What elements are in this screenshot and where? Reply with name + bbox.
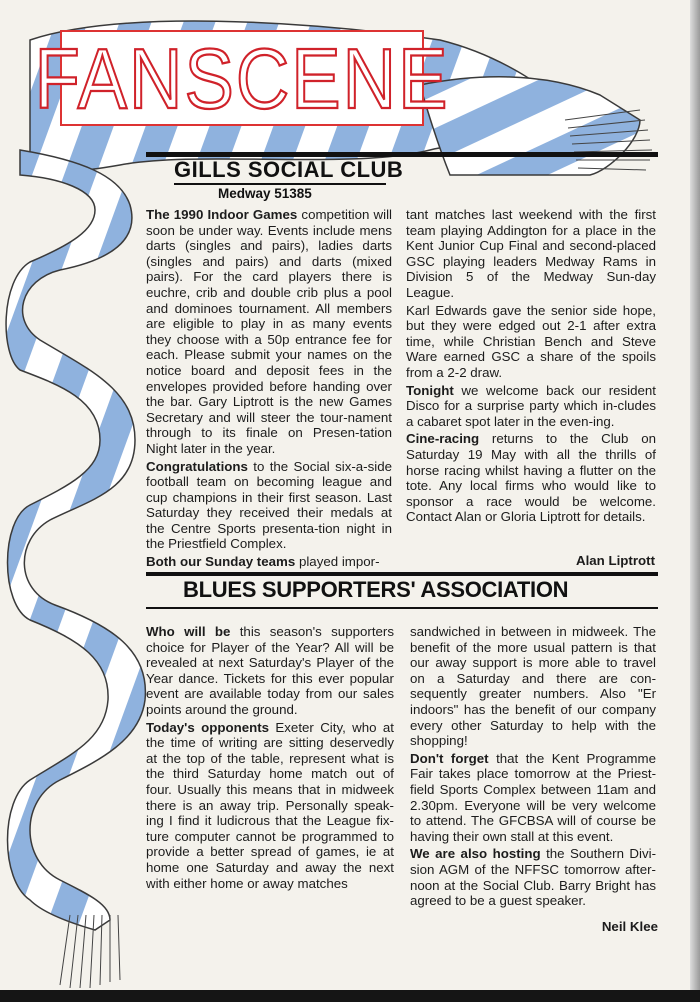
para-lead: Who will be	[146, 624, 231, 639]
gills-para-4	[406, 207, 656, 301]
para-text: Exeter City, who at the time of writing are sitting deservedly at the top of the table, represent what is the third Saturday home match out of four. Usually this means that in midweek there is an away trip. Personally speak-ing I find it ludicrous that the League fix-ture computer cannot be programmed to provide a better spread of games, ie at home one Saturday and away the next with either home or away matches	[146, 719, 395, 891]
para-text: that the Kent Programme Fair takes place tomorrow at the Priest-field Sports Complex between 11am and 2.30pm. Everyone will be very welcome to attend. The GFCBSA will of course be having their own stall at this event.	[410, 750, 656, 844]
para-lead: Cine-racing	[406, 431, 480, 447]
gills-heading: GILLS SOCIAL CLUB	[174, 157, 404, 182]
page-edge	[690, 0, 700, 1002]
para-text: to the Social six-a-side football team on becoming league and cup champions in their first season. Last Saturday they received their medals at the Centre Sports presenta-tion night in the Priestfield Complex.	[146, 458, 392, 552]
gills-signature: Alan Liptrott	[575, 553, 655, 568]
gills-para-2	[146, 459, 392, 553]
gills-para-1	[146, 207, 392, 457]
gills-column-1	[146, 207, 392, 572]
gills-para-7	[406, 431, 656, 525]
gills-column-2	[406, 207, 656, 527]
blues-heading-underline	[146, 607, 658, 609]
para-lead: Both our Sunday teams	[146, 554, 296, 570]
para-lead: The 1990 Indoor Games	[146, 207, 298, 222]
blues-top-rule	[146, 572, 658, 576]
para-lead: Don't forget	[410, 750, 489, 766]
para-lead: Tonight	[406, 382, 454, 398]
para-text: the Southern Divi-sion AGM of the NFFSC tomorrow after-noon at the Social Club. Barry Bright has agreed to be a guest speaker.	[410, 846, 656, 909]
gills-para-3	[146, 554, 392, 570]
blues-para-1	[146, 624, 394, 718]
fanscene-title-box	[34, 30, 450, 126]
para-text: tant matches last weekend with the first team playing Addington for a place in the Kent Junior Cup Final and second-placed GSC playing leaders Medway Rams in Division 5 of the Medway Sun-day League.	[406, 207, 656, 300]
blues-para-2	[146, 720, 394, 892]
para-text: played impor-	[295, 554, 380, 570]
para-text: sandwiched in between in midweek. The benefit of the more usual pattern is that our away support is more able to travel on a Saturday and there are con-sequently greater numbers. Also "Er indoors" has the benefit of our company every other Saturday to help with the shopping!	[410, 624, 656, 749]
blues-column-2	[410, 624, 656, 911]
gills-heading-underline	[174, 183, 386, 185]
blues-para-4	[410, 751, 656, 845]
blues-signature: Neil Klee	[601, 919, 658, 934]
page-title: FANSCENE	[34, 30, 450, 126]
para-text: competition will soon be under way. Events include mens darts (singles and pairs), ladies darts (singles and pairs) and darts (mixed pairs). For the card players there is euchre, crib and double crib plus a pool and dominoes tournament. All members are eligible to play in as many events they choose with a 50p entrance fee for each. Please submit your names on the notice board and deposit fees in the envelopes provided before handing over the bar. Gary Liptrott is the new Games Secretary and will steer the tour-nament through to its finale on Presen-tation Night later in the year.	[146, 207, 392, 456]
blues-heading: BLUES SUPPORTERS' ASSOCIATION	[183, 577, 569, 602]
gills-para-6	[406, 383, 656, 430]
blues-column-1	[146, 624, 394, 893]
scarf-left-spiral	[6, 150, 145, 930]
gills-para-5	[406, 303, 656, 381]
blues-para-3	[410, 624, 656, 749]
para-lead: Congratulations	[146, 458, 248, 474]
para-text: this season's supporters choice for Player of the Year? All will be revealed at next Saturday's Player of the Year dance. Tickets for this ever popular event are available today from our sales points around the ground.	[146, 624, 394, 717]
para-text: we welcome back our resident Disco for a surprise party which in-cludes a cabaret spot later in the even-ing.	[406, 382, 656, 429]
blues-para-5	[410, 846, 656, 908]
para-text: Karl Edwards gave the senior side hope, but they were edged out 2-1 after extra time, while Christian Bench and Steve Ware earned GSC a share of the spoils from a 2-2 draw.	[406, 302, 656, 380]
gills-subheading: Medway 51385	[218, 186, 312, 201]
para-lead: Today's opponents	[146, 719, 270, 735]
para-text: returns to the Club on Saturday 19 May with all the thrills of horse racing whilst having a flutter on the tote. Any local firms who would like to sponsor a race would be welcome. Contact Alan or Gloria Liptrott for details.	[406, 431, 656, 525]
bottom-border	[0, 990, 700, 1002]
para-lead: We are also hosting	[410, 846, 541, 862]
